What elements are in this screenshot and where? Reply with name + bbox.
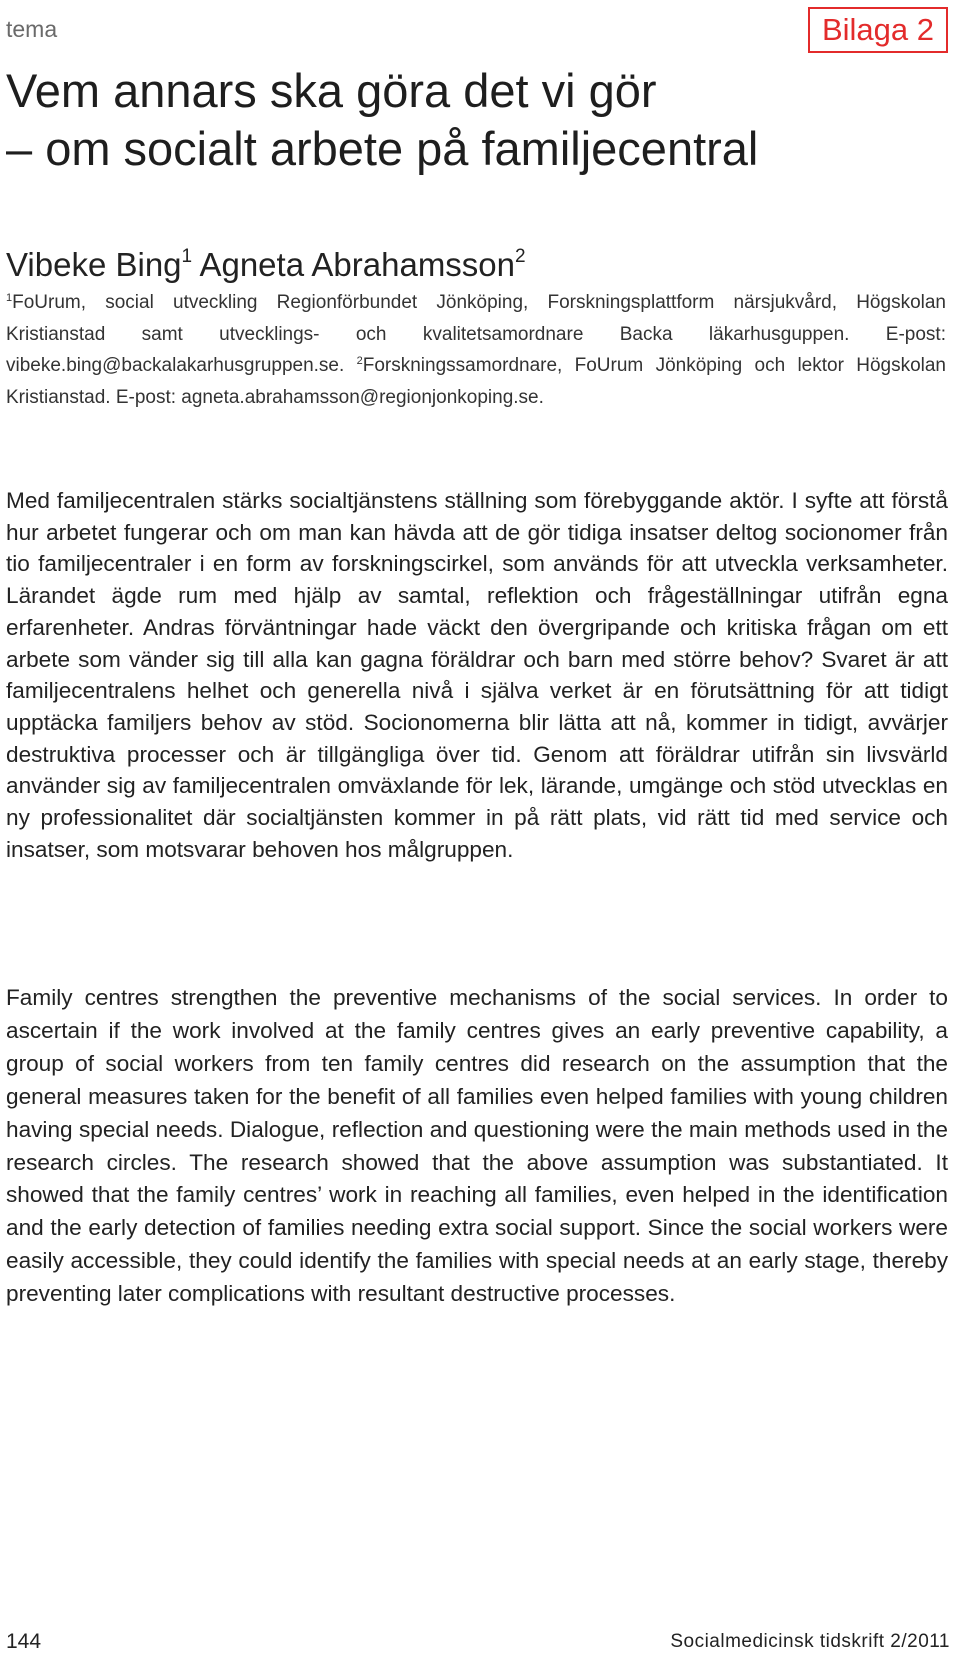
page-number: 144 xyxy=(6,1630,42,1653)
author-name: Vibeke Bing xyxy=(6,246,182,283)
author-footnote-marker: 2 xyxy=(515,246,526,267)
section-label: tema xyxy=(6,16,58,42)
affiliation-marker: 2 xyxy=(356,355,363,368)
affiliation-marker: 1 xyxy=(6,292,13,304)
article-title xyxy=(6,62,758,178)
author-affiliations xyxy=(6,287,946,413)
author-name: Agneta Abrahamsson xyxy=(199,246,516,283)
author-footnote-marker: 1 xyxy=(181,246,193,267)
title-line-1: Vem annars ska göra det vi gör xyxy=(6,64,657,117)
abstract-swedish: Med familjecentralen stärks socialtjänstens ställning som förebyggande aktör. I syfte att förstå hur arbetet fungerar och om man kan hävda att de gör tidiga insatser deltog socionomer från tio familjecentraler i en form av forskningscirkel, som används för att utveckla verksamheter. Lärandet ägde rum med hjälp av samtal, reflektion och frågeställningar utifrån egna erfarenheter. Andras förväntningar hade väckt den övergripande och kritiska frågan om ett arbete som vänder sig till alla kan gagna föräldrar och barn med större behov? Svaret är att familjecentralens helhet och generella nivå i själva verket är en förutsättning för att tidigt upptäcka familjers behov av stöd. Socionomerna blir lätta att nå, kommer in tidigt, avvärjer destruktiva processer och är tillgängliga över tid. Genom att föräldrar utifrån sin livsvärld använder sig av familjecentralen omväxlande för lek, lärande, umgänge och stöd utvecklas en ny professionalitet där socialtjänsten kommer in på rätt plats, vid rätt tid med service och insatser, som motsvarar behoven hos målgruppen. xyxy=(6,488,948,862)
author-line xyxy=(6,246,526,284)
title-line-2: – om socialt arbete på familjecentral xyxy=(6,122,759,175)
affiliation-text: Forskningssamordnare, FoUrum Jönköping och lektor Högskolan Kristianstad. E-post: agneta.abrahamsson@regionjonkoping.se. xyxy=(6,355,947,408)
affiliation-text: FoUrum, social utveckling Regionförbundet Jönköping, Forskningsplattform närsjukvård, Högskolan Kristianstad samt utvecklings- och kvalitetsamordnare Backa läkarhusguppen. E-post: vibeke.bing@backalakarhusgruppen.se. xyxy=(6,292,946,377)
abstract-english: Family centres strengthen the preventive mechanisms of the social services. In order to ascertain if the work involved at the family centres gives an early preventive capability, a group of social workers from ten family centres did research on the assumption that the general measures taken for the benefit of all families even helped families with young children having special needs. Dialogue, reflection and questioning were the main methods used in the research circles. The research showed that the above assumption was substantiated. It showed that the family centres’ work in reaching all families, even helped in the identification and the early detection of families needing extra social support. Since the social workers were easily accessible, they could identify the families with special needs at an early stage, thereby preventing later complications with resultant destructive processes. xyxy=(6,985,948,1307)
annex-badge: Bilaga 2 xyxy=(808,7,948,53)
journal-reference: Socialmedicinsk tidskrift 2/2011 xyxy=(670,1631,950,1652)
